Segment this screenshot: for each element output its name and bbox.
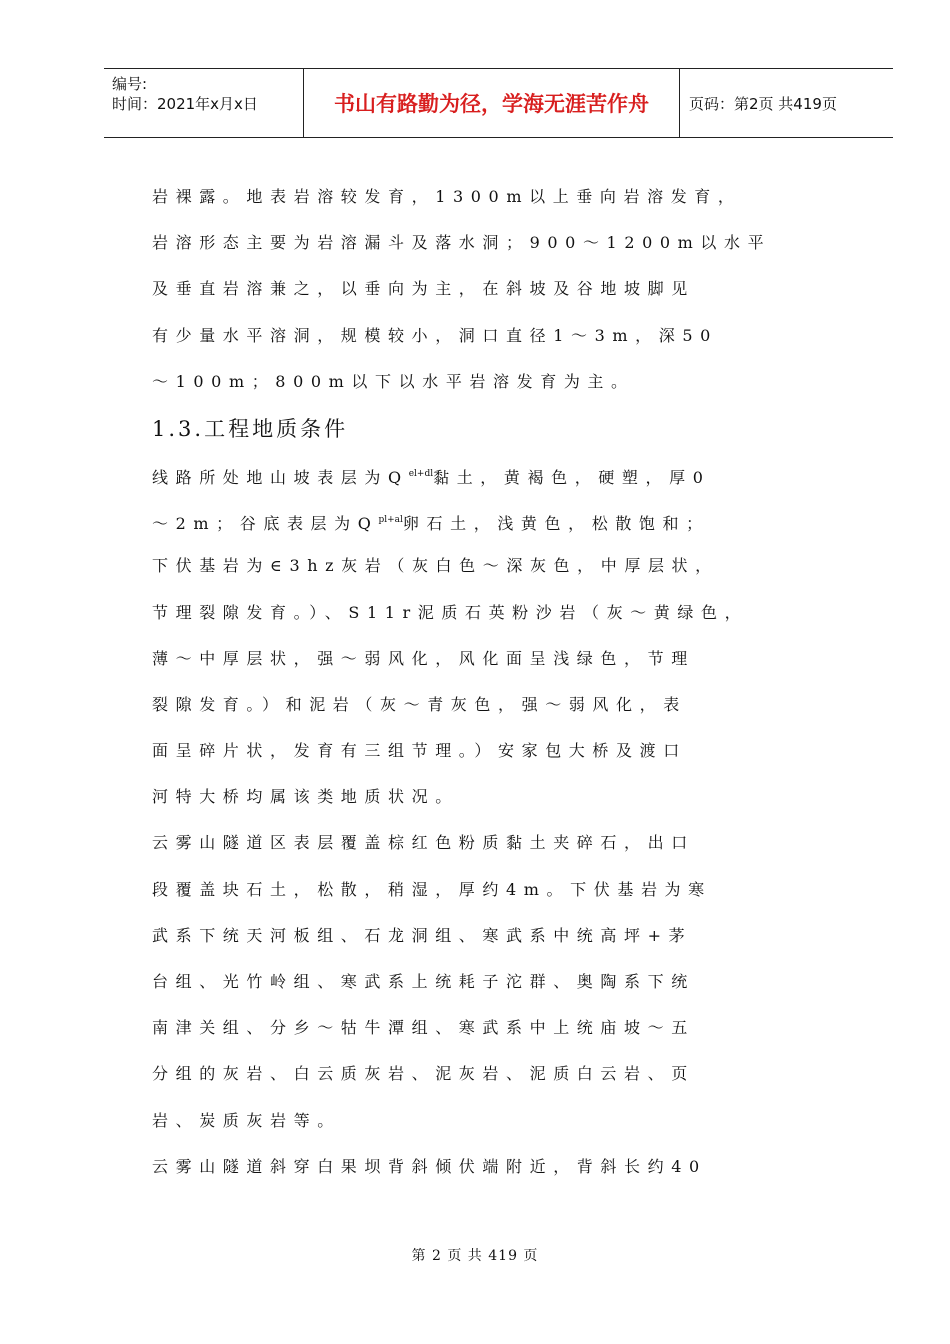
body-line: 台组、光竹岭组、寒武系上统耗子沱群、奥陶系下统 [152, 972, 695, 991]
body-line: ～100m；800m以下以水平岩溶发育为主。 [152, 371, 635, 391]
superscript: pl+al [378, 515, 403, 526]
superscript: el+dl [408, 468, 434, 479]
page-header [104, 68, 893, 138]
time-label: 时间：2021年x月x日 [112, 95, 258, 113]
section-heading: 1.3.工程地质条件 [152, 416, 349, 441]
body-line: 云雾山隧道斜穿白果坝背斜倾伏端附近，背斜长约40 [152, 1156, 707, 1176]
page-code-label: 页码：第2页 共419页 [689, 94, 837, 113]
body-line: 薄～中厚层状，强～弱风化，风化面呈浅绿色，节理 [152, 648, 695, 668]
text-segment: 黏土，黄褐色，硬塑，厚0 [433, 467, 711, 487]
body-line: 岩裸露。地表岩溶较发育，1300m以上垂向岩溶发育， [152, 187, 742, 206]
body-line: 岩、炭质灰岩等。 [152, 1110, 341, 1130]
body-line: 裂隙发育。）和泥岩（灰～青灰色，强～弱风化，表 [152, 694, 687, 714]
header-motto: 书山有路勤为径，学海无涯苦作舟 [303, 69, 680, 137]
header-meta [104, 69, 303, 137]
body-line: 岩溶形态主要为岩溶漏斗及落水洞；900～1200m以水平 [152, 233, 772, 253]
body-line: 及垂直岩溶兼之，以垂向为主，在斜坡及谷地坡脚见 [152, 279, 695, 299]
header-page-code [679, 69, 893, 137]
body-line-with-superscript [152, 503, 860, 549]
body-line-with-superscript [152, 457, 860, 503]
body-line: 云雾山隧道区表层覆盖棕红色粉质黏土夹碎石，出口 [152, 833, 695, 853]
number-label: 编号: [112, 75, 148, 93]
body-line: 南津关组、分乡～牯牛潭组、寒武系中上统庙坡～五 [152, 1018, 695, 1038]
page-footer: 第 2 页 共 419 页 [411, 1248, 539, 1264]
document-body [152, 180, 860, 1196]
body-line: 段覆盖块石土，松散，稍湿，厚约4m。下伏基岩为寒 [152, 879, 712, 899]
body-line: 分组的灰岩、白云质灰岩、泥灰岩、泥质白云岩、页 [152, 1064, 695, 1084]
text-segment: 线路所处地山坡表层为Q [152, 467, 409, 487]
body-line: 下伏基岩为∈3hz灰岩（灰白色～深灰色，中厚层状， [152, 556, 719, 576]
text-segment: ～2m；谷底表层为Q [152, 514, 379, 534]
body-line: 有少量水平溶洞，规模较小，洞口直径1～3m，深50 [152, 325, 718, 345]
text-segment: 卵石土，浅黄色，松散饱和； [402, 514, 710, 534]
body-line: 河特大桥均属该类地质状况。 [152, 787, 459, 807]
body-line: 节理裂隙发育。）、S11r泥质石英粉沙岩（灰～黄绿色， [152, 602, 749, 622]
body-line: 面呈碎片状，发育有三组节理。）安家包大桥及渡口 [152, 741, 687, 761]
body-line: 武系下统天河板组、石龙洞组、寒武系中统高坪+茅 [152, 925, 693, 945]
